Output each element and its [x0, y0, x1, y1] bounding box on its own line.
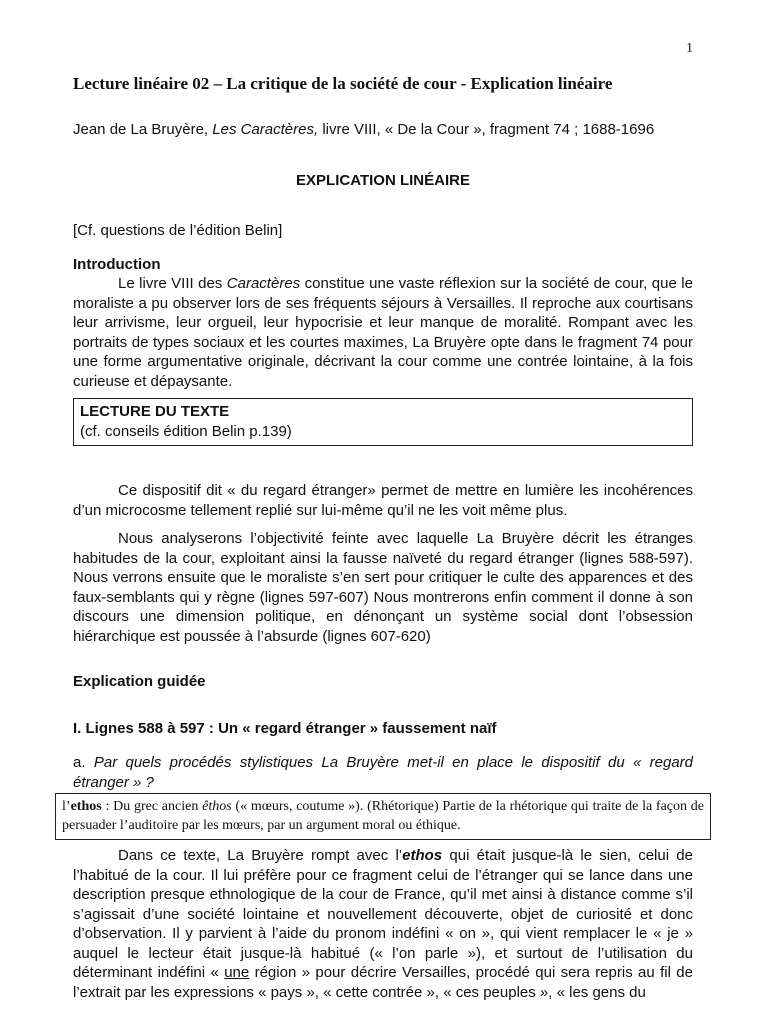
analysis-paragraph: Dans ce texte, La Bruyère rompt avec l’ethos qui était jusque-là le sien, celui de l’habitué de la cour. Il lui préfère pour ce fragment celui de l’étranger qui se lance dans une description presque ethnologique de la cour de France, qu’il met ainsi à distance comme s’il s’agissait d’une société lointaine et nouvellement découverte, objet de curiosité et donc d’observation. Il y parvient à l’aide du pronom indéfini « on », qui vient remplacer le « je » auquel le lecteur était jusque-là habitué (« l’on parle »), et surtout de l’utilisation du déterminant indéfini « une région » pour décrire Versailles, procédé qui sera repris au fil de l’extrait par les expressions « pays », « cette contrée », « ces peuples », « les gens du [73, 847, 693, 1001]
introduction-paragraph: Le livre VIII des Caractères constitue une vaste réflexion sur la société de cour, que le moraliste a pu observer lors de ses fréquents séjours à Versailles. Il reproche aux courtisans leur arrivisme, leur orgueil, leur hypocrisie et leur manque de moralité. Rompant avec les portraits de types sociaux et les courtes maximes, La Bruyère opte dans le fragment 74 pour une forme argumentative originale, décrivant la cour comme une contrée lointaine, à la fois curieuse et dépaysante. [73, 275, 693, 390]
dispositif-paragraph: Ce dispositif dit « du regard étranger» permet de mettre en lumière les incohérences d’un microcosme tellement replié sur lui-même qu’il ne les voit même plus. [73, 482, 693, 519]
definition-box: l’ethos : Du grec ancien êthos (« mœurs, coutume »). (Rhétorique) Partie de la rhétorique qui traite de la façon de persuader l’auditoire par les mœurs, par un argument moral ou éthique. [55, 793, 711, 840]
reading-box [73, 398, 693, 446]
introduction-heading: Introduction [73, 256, 161, 273]
question-a: a. Par quels procédés stylistiques La Bruyère met-il en place le dispositif du « regard étranger » ? [73, 754, 694, 791]
plan-paragraph: Nous analyserons l’objectivité feinte avec laquelle La Bruyère décrit les étranges habitudes de la cour, exploitant ainsi la fausse naïveté du regard étranger (lignes 588-597). Nous verrons ensuite que le moraliste s’en sert pour critiquer le culte des apparences et des faux-semblants qui y règne (lignes 597-607) Nous montrerons enfin comment il donne à son discours une dimension politique, en dénonçant un système social dont l’obsession hiérarchique est poussée à l’absurde (lignes 607-620) [73, 530, 693, 645]
reference-detail: livre VIII, « De la Cour », fragment 74 ; 1688-1696 [322, 121, 655, 138]
section-heading: EXPLICATION LINÉAIRE [296, 172, 470, 189]
author: Jean de La Bruyère, [73, 121, 209, 138]
source-reference [73, 120, 654, 140]
part1-heading: I. Lignes 588 à 597 : Un « regard étranger » faussement naïf [73, 720, 497, 737]
edition-note: [Cf. questions de l’édition Belin] [73, 222, 283, 239]
document-title: Lecture linéaire 02 – La critique de la société de cour - Explication linéaire [73, 74, 613, 93]
page-number: 1 [686, 41, 693, 56]
reading-box-heading: LECTURE DU TEXTE [80, 403, 230, 420]
reading-box-note: (cf. conseils édition Belin p.139) [80, 422, 292, 440]
work-title: Les Caractères, [212, 121, 319, 138]
guided-heading: Explication guidée [73, 673, 206, 690]
